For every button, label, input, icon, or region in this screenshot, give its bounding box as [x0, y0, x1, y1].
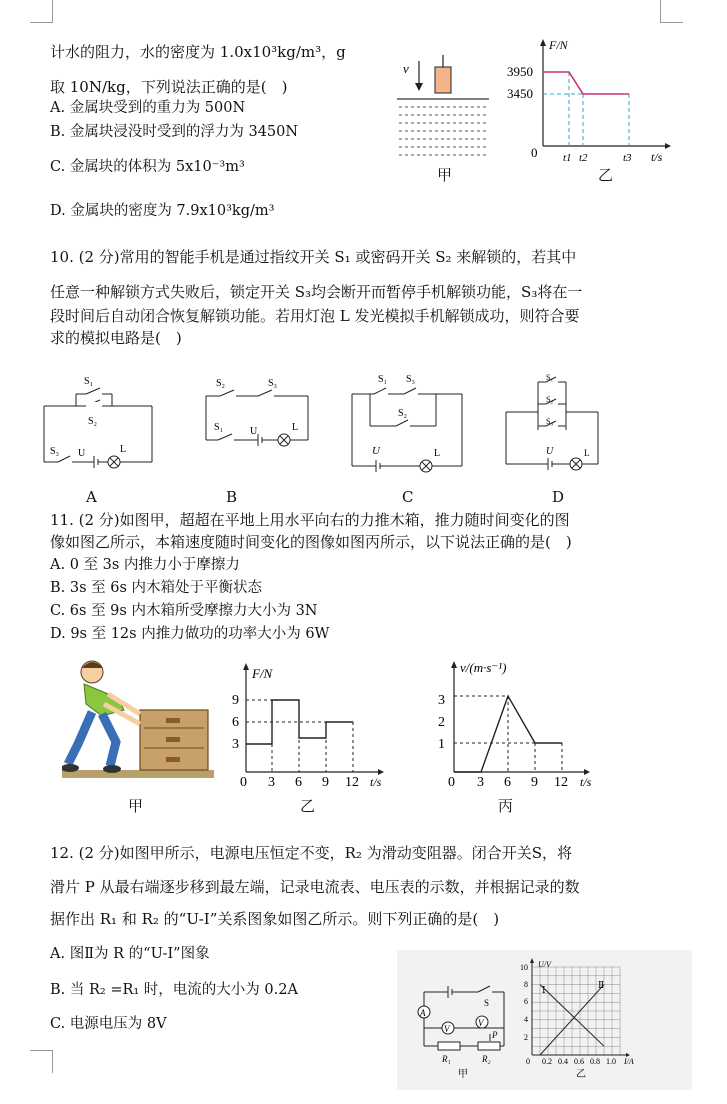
- q10-line2: 任意一种解锁方式失败后，锁定开关 S₃均会断开而暂停手机解锁功能，S₃将在一: [50, 283, 583, 301]
- r1-label: R₁: [442, 1054, 451, 1064]
- circuit-c: [344, 370, 470, 474]
- crop-mark-top-right: [660, 0, 683, 23]
- voltmeter2-label: V: [478, 1018, 484, 1028]
- q11-fig-bing-label: 丙: [498, 797, 514, 815]
- circuit-c-label: C: [402, 488, 414, 506]
- force-line: [246, 700, 353, 744]
- q9-figure-yi-force-graph: [505, 36, 675, 166]
- label-l: L: [434, 448, 441, 459]
- x-tick-0: 0: [448, 775, 455, 790]
- x-tick-12: 12: [345, 775, 359, 790]
- q11-line1: 11. (2 分)如图甲，超超在平地上用水平向右的力推木箱，推力随时间变化的图: [50, 511, 570, 529]
- fig-yi-label: 乙: [576, 1069, 586, 1080]
- label-s3: S₃: [546, 417, 554, 426]
- circuit-a-label: A: [86, 488, 97, 506]
- y-tick-10: 10: [520, 963, 528, 972]
- q10-line3: 段时间后自动闭合恢复解锁功能。若用灯泡 L 发光模拟手机解锁成功，则符合要: [50, 307, 580, 325]
- y-tick-2: 2: [438, 715, 445, 730]
- x-tick-0.8: 0.8: [590, 1057, 600, 1066]
- x-tick-t2: t2: [579, 152, 588, 164]
- y-tick-4: 4: [524, 1015, 528, 1024]
- q11-option-c: C. 6s 至 9s 内木箱所受摩擦力大小为 3N: [50, 603, 318, 619]
- metal-block: [435, 67, 451, 93]
- label-s3: S₃: [50, 446, 60, 457]
- velocity-label: v: [403, 61, 409, 76]
- ammeter-label: A: [420, 1008, 426, 1018]
- x-tick-t3: t3: [623, 152, 632, 164]
- force-line: [543, 72, 629, 94]
- label-s1: S₁: [546, 373, 554, 382]
- y-tick-3450: 3450: [507, 86, 533, 101]
- q9-line1: 计水的阻力，水的密度为 1.0x10³kg/m³，g: [50, 43, 346, 61]
- x-tick-9: 9: [322, 775, 329, 790]
- y-tick-6: 6: [524, 997, 528, 1006]
- q9-fig-yi-label: 乙: [598, 166, 614, 184]
- switch-label: S: [484, 998, 490, 1008]
- x-tick-9: 9: [531, 775, 538, 790]
- line-I-label: Ⅰ: [542, 985, 546, 995]
- y-tick-3: 3: [438, 693, 445, 708]
- circuit-d: [500, 370, 606, 474]
- q9-option-b: B. 金属块浸没时受到的浮力为 3450N: [50, 124, 299, 140]
- label-s2: S₂: [216, 378, 226, 389]
- q10-line4: 求的模拟电路是( ): [50, 329, 182, 347]
- y-tick-6: 6: [232, 715, 239, 730]
- q12-figure-yi-ui-graph: [516, 955, 666, 1085]
- y-axis-label: F/N: [252, 666, 273, 681]
- circuit-a: [36, 372, 160, 472]
- x-tick-0: 0: [526, 1057, 530, 1066]
- x-axis-label: t/s: [580, 775, 592, 789]
- x-tick-3: 3: [268, 775, 275, 790]
- x-tick-6: 6: [295, 775, 302, 790]
- label-u: U: [546, 446, 554, 457]
- q12-figure-jia-circuit: [404, 984, 514, 1080]
- label-l: L: [292, 422, 299, 433]
- q11-fig-jia-label: 甲: [128, 797, 144, 815]
- y-axis-label: F/N: [549, 38, 568, 52]
- r2-label: R₂: [482, 1054, 491, 1064]
- x-axis-label: I/A: [624, 1057, 634, 1066]
- x-tick-0.2: 0.2: [542, 1057, 552, 1066]
- x-tick-0: 0: [240, 775, 247, 790]
- fig-jia-label: 甲: [458, 1069, 468, 1080]
- q12-option-b: B. 当 R₂ =R₁ 时，电流的大小为 0.2A: [50, 982, 298, 998]
- q11-option-a: A. 0 至 3s 内推力小于摩擦力: [50, 557, 240, 573]
- q11-line2: 像如图乙所示，本箱速度随时间变化的图像如图丙所示，以下说法正确的是( ): [50, 533, 572, 551]
- y-tick-3950: 3950: [507, 64, 533, 79]
- q11-option-d: D. 9s 至 12s 内推力做功的功率大小为 6W: [50, 626, 330, 642]
- label-l: L: [120, 444, 127, 455]
- q12-line1: 12. (2 分)如图甲所示，电源电压恒定不变，R₂ 为滑动变阻器。闭合开关S，将: [50, 844, 572, 862]
- label-l: L: [584, 448, 590, 458]
- x-tick-0.6: 0.6: [574, 1057, 584, 1066]
- label-s2: S₂: [398, 408, 408, 419]
- q9-option-c: C. 金属块的体积为 5x10⁻³m³: [50, 159, 245, 175]
- q9-option-d: D. 金属块的密度为 7.9x10³kg/m³: [50, 203, 275, 219]
- y-tick-2: 2: [524, 1033, 528, 1042]
- x-axis-label: t/s: [651, 150, 663, 164]
- label-s2: S₂: [88, 416, 98, 427]
- q9-option-a: A. 金属块受到的重力为 500N: [50, 100, 246, 116]
- label-u: U: [250, 426, 258, 437]
- y-tick-8: 8: [524, 980, 528, 989]
- x-tick-6: 6: [504, 775, 511, 790]
- x-tick-t1: t1: [563, 152, 572, 164]
- label-s3: S₃: [406, 374, 416, 385]
- circuit-b: [196, 372, 316, 472]
- q10-line1: 10. (2 分)常用的智能手机是通过指纹开关 S₁ 或密码开关 S₂ 来解锁的，若其中: [50, 248, 577, 266]
- origin-label: 0: [531, 145, 538, 160]
- x-tick-1.0: 1.0: [606, 1057, 616, 1066]
- y-axis-label: U/V: [538, 960, 551, 969]
- x-tick-0.4: 0.4: [558, 1057, 568, 1066]
- y-axis-label: v/(m·s⁻¹): [460, 660, 507, 675]
- label-s2: S₂: [546, 395, 554, 404]
- label-u: U: [372, 445, 380, 457]
- crop-mark-top-left: [30, 0, 53, 23]
- q12-line2: 滑片 P 从最右端逐步移到最左端，记录电流表、电压表的示数，并根据记录的数: [50, 878, 580, 896]
- crop-mark-bottom-left: [30, 1050, 53, 1073]
- line-II-label: Ⅱ: [598, 980, 605, 990]
- x-tick-3: 3: [477, 775, 484, 790]
- q9-line2: 取 10N/kg，下列说法正确的是( ): [50, 78, 288, 96]
- label-u: U: [78, 448, 86, 459]
- q11-figure-bing-velocity-graph: [430, 656, 600, 790]
- circuit-b-label: B: [226, 488, 238, 506]
- q11-option-b: B. 3s 至 6s 内木箱处于平衡状态: [50, 580, 263, 596]
- label-s1: S₁: [84, 376, 94, 387]
- slider-label: P: [492, 1030, 498, 1040]
- y-tick-9: 9: [232, 693, 239, 708]
- label-s3: S₃: [268, 378, 278, 389]
- voltmeter1-label: V: [444, 1024, 450, 1034]
- label-s1: S₁: [378, 374, 388, 385]
- q12-option-a: A. 图Ⅱ为 R 的“U-I”图象: [50, 946, 210, 962]
- y-tick-1: 1: [438, 737, 445, 752]
- x-tick-12: 12: [554, 775, 568, 790]
- q11-figure-jia-boy-pushing-box: [62, 658, 214, 780]
- label-s1: S₁: [214, 422, 224, 433]
- y-tick-3: 3: [232, 737, 239, 752]
- q12-option-c: C. 电源电压为 8V: [50, 1016, 167, 1032]
- q9-fig-jia-label: 甲: [437, 166, 453, 184]
- x-axis-label: t/s: [370, 775, 382, 789]
- q11-fig-yi-label: 乙: [300, 797, 316, 815]
- circuit-d-label: D: [552, 488, 565, 506]
- q12-line3: 据作出 R₁ 和 R₂ 的“U-I”关系图象如图乙所示。则下列正确的是( ): [50, 910, 500, 928]
- q11-figure-yi-force-graph: [228, 660, 398, 790]
